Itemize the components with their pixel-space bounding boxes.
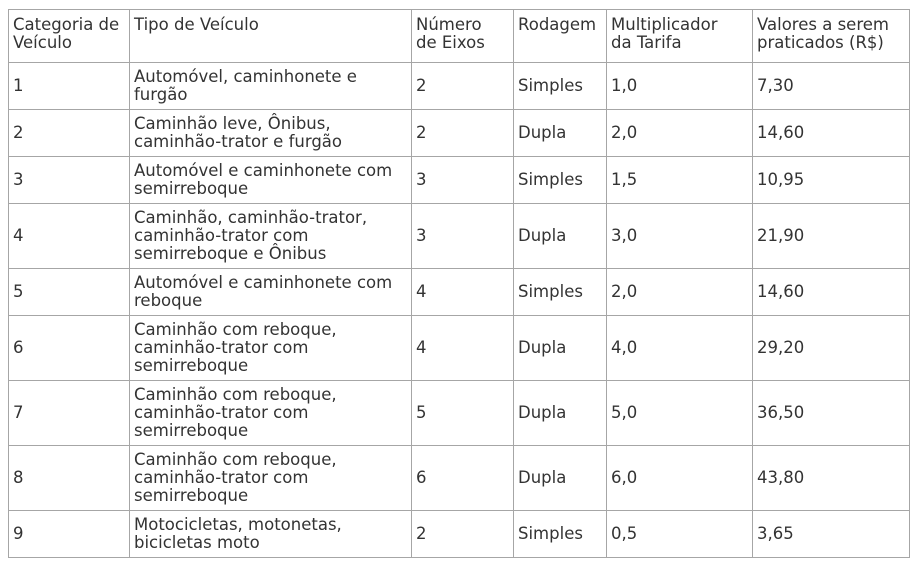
cell-tipo: [130, 511, 412, 558]
cell-valor: 21,90: [753, 204, 910, 269]
cell-multiplicador: 6,0: [607, 446, 753, 511]
cell-multiplicador: 1,5: [607, 157, 753, 204]
table-header-row: [9, 10, 910, 63]
cell-multiplicador: 4,0: [607, 316, 753, 381]
cell-tipo-line: semirreboque: [134, 421, 249, 440]
cell-tipo: [130, 204, 412, 269]
cell-tipo: [130, 381, 412, 446]
cell-valor: 14,60: [753, 269, 910, 316]
cell-rodagem: Dupla: [514, 446, 607, 511]
cell-tipo-line: Caminhão com reboque,: [134, 320, 337, 339]
cell-eixos: 3: [412, 204, 514, 269]
cell-tipo-line: Motocicletas, motonetas,: [134, 515, 342, 534]
cell-valor: 43,80: [753, 446, 910, 511]
cell-tipo-line: semirreboque: [134, 356, 249, 375]
cell-tipo-line: semirreboque: [134, 486, 249, 505]
cell-categoria: 7: [9, 381, 130, 446]
cell-multiplicador: 3,0: [607, 204, 753, 269]
cell-tipo-line: semirreboque: [134, 179, 249, 198]
cell-tipo-line: Caminhão com reboque,: [134, 450, 337, 469]
cell-valor: 10,95: [753, 157, 910, 204]
table-row: [9, 269, 910, 316]
cell-multiplicador: 1,0: [607, 63, 753, 110]
cell-valor: 36,50: [753, 381, 910, 446]
table-row: [9, 446, 910, 511]
table-row: [9, 157, 910, 204]
cell-eixos: 5: [412, 381, 514, 446]
cell-categoria: 4: [9, 204, 130, 269]
cell-eixos: 4: [412, 269, 514, 316]
cell-valor: 29,20: [753, 316, 910, 381]
cell-tipo: [130, 316, 412, 381]
cell-eixos: 6: [412, 446, 514, 511]
cell-categoria: 8: [9, 446, 130, 511]
toll-tariff-table: [8, 9, 910, 558]
cell-valor: 14,60: [753, 110, 910, 157]
cell-rodagem: Dupla: [514, 204, 607, 269]
header-categoria: Categoria de Veículo: [9, 10, 130, 63]
table-row: [9, 204, 910, 269]
cell-categoria: 5: [9, 269, 130, 316]
table-row: [9, 63, 910, 110]
cell-valor: 3,65: [753, 511, 910, 558]
cell-tipo: [130, 157, 412, 204]
cell-eixos: 2: [412, 63, 514, 110]
cell-rodagem: Dupla: [514, 110, 607, 157]
cell-eixos: 4: [412, 316, 514, 381]
cell-tipo-line: Automóvel e caminhonete com: [134, 161, 393, 180]
cell-eixos: 2: [412, 110, 514, 157]
table-wrapper: [8, 9, 910, 558]
cell-tipo-line: reboque: [134, 291, 203, 310]
cell-rodagem: Simples: [514, 157, 607, 204]
table-row: [9, 511, 910, 558]
cell-categoria: 1: [9, 63, 130, 110]
cell-tipo-line: bicicletas moto: [134, 533, 260, 552]
header-rodagem: Rodagem: [514, 10, 607, 63]
cell-tipo-line: Caminhão leve, Ônibus,: [134, 114, 331, 133]
cell-eixos: 2: [412, 511, 514, 558]
cell-tipo-line: Automóvel, caminhonete e: [134, 67, 357, 86]
table-body: [9, 63, 910, 558]
header-valor: Valores a serem praticados (R$): [753, 10, 910, 63]
cell-tipo-line: caminhão-trator e furgão: [134, 132, 343, 151]
cell-categoria: 2: [9, 110, 130, 157]
cell-eixos: 3: [412, 157, 514, 204]
cell-tipo-line: semirreboque e Ônibus: [134, 244, 327, 263]
cell-rodagem: Simples: [514, 269, 607, 316]
cell-tipo-line: caminhão-trator com: [134, 226, 309, 245]
table-row: [9, 381, 910, 446]
cell-tipo-line: Automóvel e caminhonete com: [134, 273, 393, 292]
cell-tipo-line: caminhão-trator com: [134, 338, 309, 357]
cell-valor: 7,30: [753, 63, 910, 110]
cell-multiplicador: 2,0: [607, 269, 753, 316]
cell-tipo-line: caminhão-trator com: [134, 403, 309, 422]
cell-multiplicador: 5,0: [607, 381, 753, 446]
cell-tipo: [130, 269, 412, 316]
cell-tipo: [130, 110, 412, 157]
cell-tipo: [130, 446, 412, 511]
header-tipo: Tipo de Veículo: [130, 10, 412, 63]
cell-tipo-line: caminhão-trator com: [134, 468, 309, 487]
cell-categoria: 9: [9, 511, 130, 558]
cell-rodagem: Simples: [514, 511, 607, 558]
header-eixos: Número de Eixos: [412, 10, 514, 63]
cell-tipo-line: Caminhão com reboque,: [134, 385, 337, 404]
cell-categoria: 6: [9, 316, 130, 381]
cell-rodagem: Dupla: [514, 381, 607, 446]
cell-rodagem: Simples: [514, 63, 607, 110]
header-multiplicador: Multiplicador da Tarifa: [607, 10, 753, 63]
cell-multiplicador: 2,0: [607, 110, 753, 157]
cell-rodagem: Dupla: [514, 316, 607, 381]
table-row: [9, 110, 910, 157]
cell-tipo-line: furgão: [134, 85, 188, 104]
cell-tipo: [130, 63, 412, 110]
cell-multiplicador: 0,5: [607, 511, 753, 558]
cell-tipo-line: Caminhão, caminhão-trator,: [134, 208, 368, 227]
table-row: [9, 316, 910, 381]
cell-categoria: 3: [9, 157, 130, 204]
